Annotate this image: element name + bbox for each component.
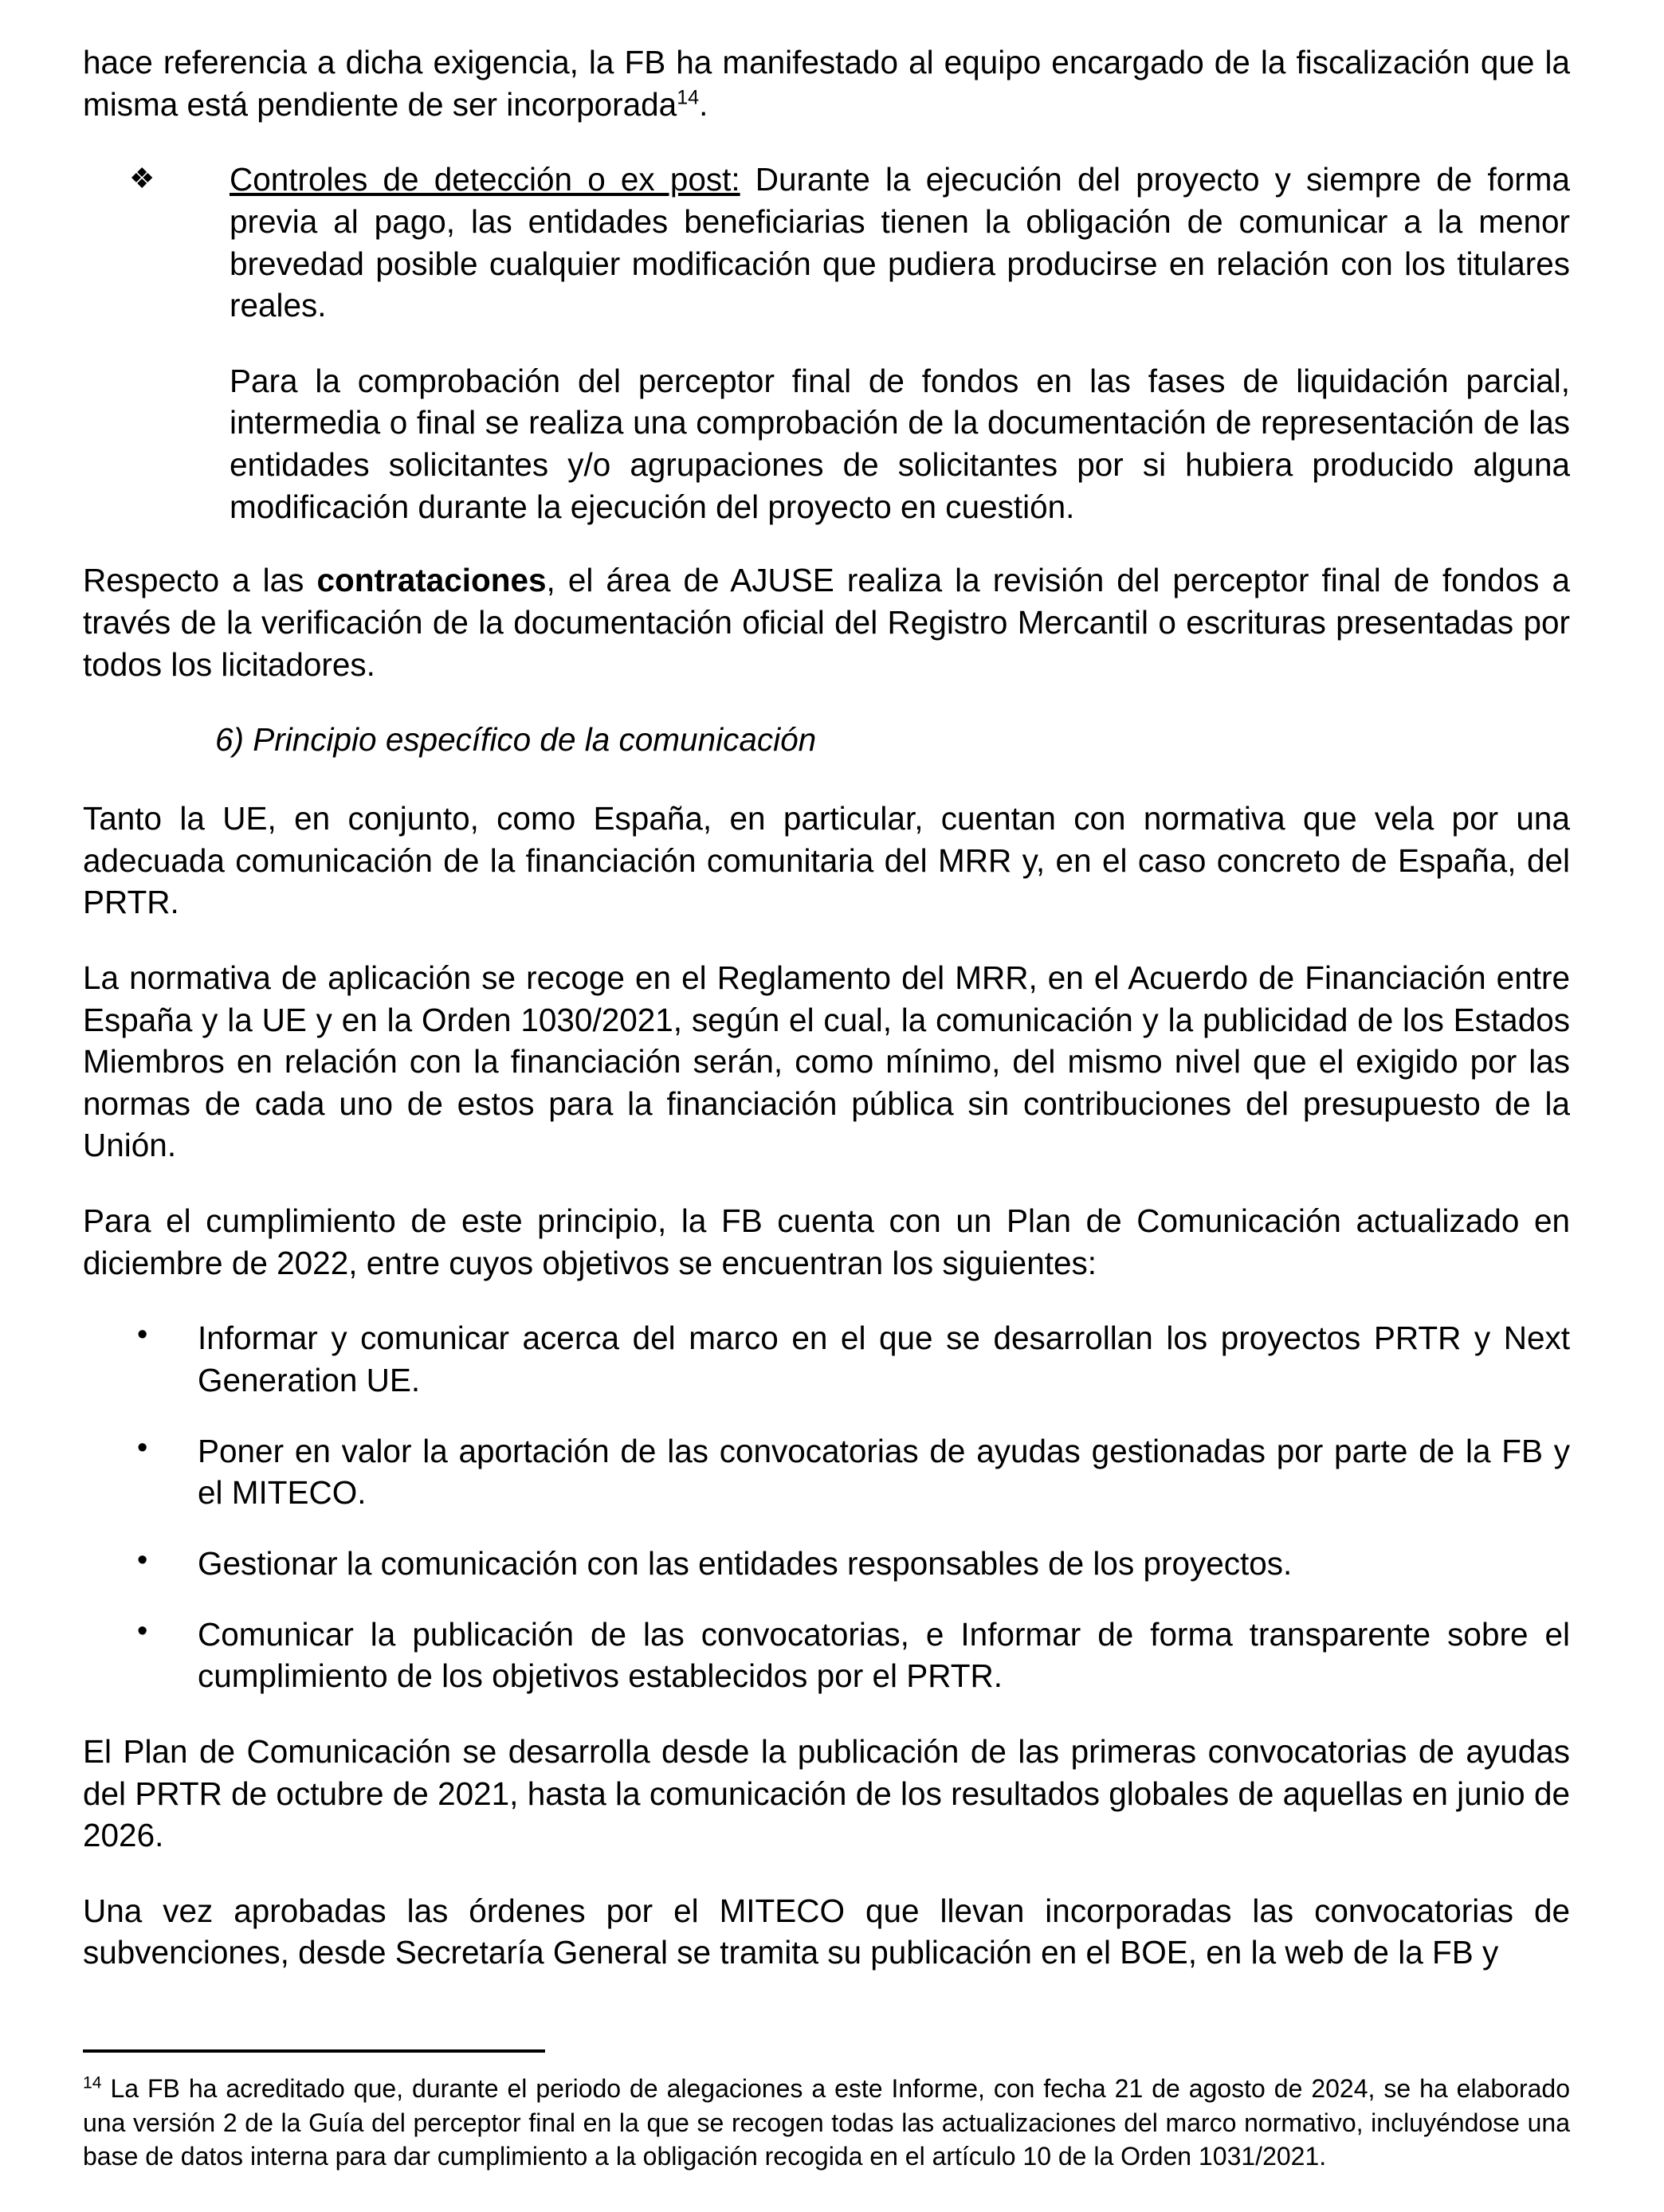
controles-deteccion-body: Durante la ejecución del proyecto y siempre de forma previa al pago, las entidades beneficiarias tienen la obligación de comunicar a la menor brevedad posible cualquier modificación que pudiera producirse en relación con los titulares reales. <box>230 161 1570 324</box>
footnote-marker-14: 14 <box>83 2073 102 2092</box>
contrataciones-rest: , el área de AJUSE realiza la revisión del perceptor final de fondos a través de la verificación de la documentación oficial del Registro Mercantil o escrituras presentadas por todos los licitadores. <box>83 562 1570 683</box>
controles-deteccion-paragraph <box>230 159 1570 327</box>
comprobacion-perceptor-paragraph: Para la comprobación del perceptor final de fondos en las fases de liquidación parcial, intermedia o final se realiza una comprobación de la documentación de representación de las entidades solicitantes y/o agrupaciones de solicitantes por si hubiera producido alguna modificación durante la ejecución del proyecto en cuestión. <box>230 362 1570 525</box>
top-paragraph-trailing-period: . <box>699 85 708 123</box>
footnote-body-text: La FB ha acreditado que, durante el periodo de alegaciones a este Informe, con fecha 21 de agosto de 2024, se ha elaborado una versión 2 de la Guía del perceptor final en la que se recogen todas las actualizaciones del marco normativo, incluyéndose una base de datos interna para dar cumplimiento a la obligación recogida en el artículo 10 de la Orden 1031/2021. <box>83 2074 1570 2171</box>
diamond-bullet-item <box>83 159 1570 528</box>
footnote-reference-14[interactable]: 14 <box>677 86 700 109</box>
round-bullet-icon: • <box>137 1318 148 1352</box>
contrataciones-bold-term: contrataciones <box>316 562 547 599</box>
list-item-text: Comunicar la publicación de las convocatorias, e Informar de forma transparente sobre el cumplimiento de los objetivos establecidos por el PRTR. <box>198 1615 1570 1695</box>
list-item-text: Gestionar la comunicación con las entidades responsables de los proyectos. <box>198 1544 1293 1582</box>
paragraph-ordenes-miteco: Una vez aprobadas las órdenes por el MITECO que llevan incorporadas las convocatorias de subvenciones, desde Secretaría General se tramita su publicación en el BOE, en la web de la FB y <box>83 1892 1570 1971</box>
list-item-text: Poner en valor la aportación de las convocatorias de ayudas gestionadas por parte de la FB y el MITECO. <box>198 1432 1570 1512</box>
contrataciones-lead: Respecto a las <box>83 562 317 599</box>
list-item <box>83 1317 1570 1401</box>
top-paragraph-text: hace referencia a dicha exigencia, la FB ha manifestado al equipo encargado de la fiscalización que la misma está pendiente de ser incorporada <box>83 44 1570 123</box>
document-body <box>83 41 1570 1974</box>
paragraph-normativa-aplicacion: La normativa de aplicación se recoge en el Reglamento del MRR, en el Acuerdo de Financiación entre España y la UE y en la Orden 1030/2021, según el cual, la comunicación y la publicidad de los Estados Miembros en relación con la financiación serán, como mínimo, del mismo nivel que el exigido por las normas de cada uno de estos para la financiación pública sin contribuciones del presupuesto de la Unión. <box>83 959 1570 1164</box>
objectives-list <box>83 1317 1570 1696</box>
paragraph-continuation-top <box>83 41 1570 125</box>
section-heading-6 <box>83 719 1570 761</box>
footnote-separator-rule <box>83 2049 545 2053</box>
footnote-14 <box>83 2072 1570 2174</box>
diamond-bullet-icon: ❖ <box>129 162 155 195</box>
footnote-area <box>83 2049 1570 2174</box>
contrataciones-paragraph <box>83 559 1570 685</box>
section-heading-text: 6) Principio específico de la comunicación <box>215 721 817 759</box>
controles-deteccion-label: Controles de detección o ex post: <box>230 161 740 198</box>
round-bullet-icon: • <box>137 1430 148 1465</box>
paragraph-plan-desarrollo: El Plan de Comunicación se desarrolla desde la publicación de las primeras convocatorias de ayudas del PRTR de octubre de 2021, hasta la comunicación de los resultados globales de aquellas en junio de 2026. <box>83 1732 1570 1854</box>
list-item <box>83 1543 1570 1585</box>
round-bullet-icon: • <box>137 1614 148 1648</box>
paragraph-plan-comunicacion-intro: Para el cumplimiento de este principio, la FB cuenta con un Plan de Comunicación actualizado en diciembre de 2022, entre cuyos objetivos se encuentran los siguientes: <box>83 1202 1570 1281</box>
list-item <box>83 1614 1570 1697</box>
list-item-text: Informar y comunicar acerca del marco en el que se desarrollan los proyectos PRTR y Next Generation UE. <box>198 1320 1570 1399</box>
paragraph-normativa-ue-espana: Tanto la UE, en conjunto, como España, en particular, cuentan con normativa que vela por una adecuada comunicación de la financiación comunitaria del MRR y, en el caso concreto de España, del PRTR. <box>83 799 1570 921</box>
list-item <box>83 1430 1570 1514</box>
round-bullet-icon: • <box>137 1543 148 1577</box>
